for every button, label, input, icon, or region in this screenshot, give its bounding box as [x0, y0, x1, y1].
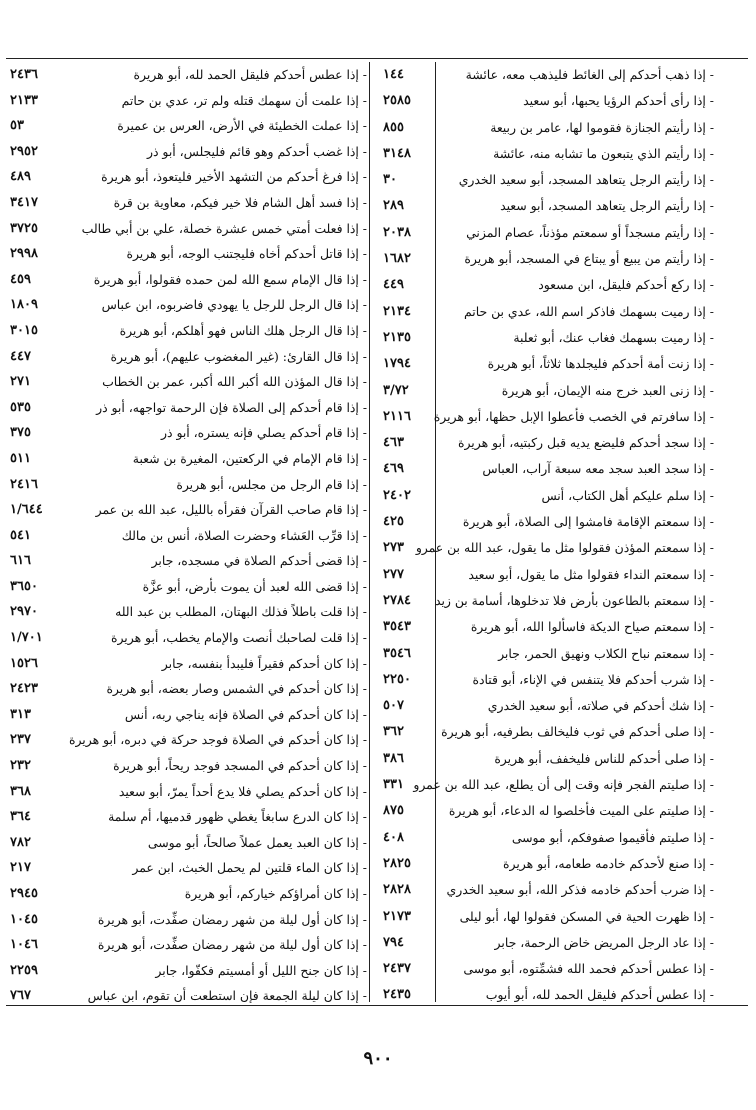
entry-number: ٢٣٢: [10, 758, 31, 774]
entry-number: ٥٣: [10, 118, 24, 134]
index-entry: [10, 420, 367, 446]
entry-text: - إذا قام صاحب القرآن فقرأه بالليل، عبد الله بن عمر: [95, 502, 367, 518]
entry-text: - إذا سمعتم نباح الكلاب ونهيق الحمر، جابر: [498, 645, 714, 661]
entry-number: ٤٢٥: [383, 514, 404, 530]
entry-number: ٢٧٣: [383, 540, 404, 556]
entry-number: ٢٧٨٤: [383, 592, 411, 608]
entry-text: - إذا كان أحدكم في الشمس وصار بعضه، أبو هريرة: [106, 681, 367, 697]
index-entry: [383, 746, 714, 772]
entry-text: - إذا قام أحدكم إلى الصلاة فإن الرحمة تواجهه، أبو ذر: [96, 399, 367, 415]
entry-number: ٣/٧٢: [383, 382, 409, 398]
entry-text: - إذا زنت أمة أحدكم فليجلدها ثلاثاً، أبو هريرة: [487, 356, 714, 372]
index-entry: [10, 932, 367, 958]
entry-text: - إذا سجد أحدكم فليضع يديه قبل ركبتيه، أبو هريرة: [457, 435, 714, 451]
entry-number: ٢٤٠٢: [383, 487, 411, 503]
index-entry: [10, 523, 367, 549]
entry-number: ٢٨٢٨: [383, 882, 411, 898]
index-entry: [10, 548, 367, 574]
entry-text: - إذا رأى أحدكم الرؤيا يحبها، أبو سعيد: [523, 93, 714, 109]
entry-text: - إذا عطس أحدكم فليقل الحمد لله، أبو هريرة: [133, 67, 367, 82]
index-entry: [383, 877, 714, 903]
index-entry: [383, 851, 714, 877]
index-entry: [10, 779, 367, 805]
index-entry: [10, 599, 367, 625]
entry-text: - إذا سجد العبد سجد معه سبعة آراب، العباس: [482, 461, 714, 477]
entry-number: ٢٤٣٦: [10, 67, 38, 82]
entry-text: - إذا كان العبد يعمل عملاً صالحاً، أبو موسى: [147, 834, 367, 850]
column-divider-left: [369, 62, 370, 1002]
index-entry: [10, 907, 367, 933]
entry-number: ٤٨٩: [10, 169, 31, 185]
entry-text: - إذا غضب أحدكم وهو قائم فليجلس، أبو ذر: [146, 143, 367, 159]
entry-number: ٨٧٥: [383, 803, 404, 819]
entry-text: - إذا شك أحدكم في صلاته، أبو سعيد الخدري: [487, 698, 714, 714]
entry-number: ٤٤٩: [383, 277, 404, 293]
entry-text: - إذا سمعتم النداء فقولوا مثل ما يقول، أبو سعيد: [468, 566, 714, 582]
entry-number: ٥٠٧: [383, 698, 404, 714]
entry-number: ٣٦٢: [383, 724, 404, 740]
entry-text: - إذا رميت بسهمك فاذكر اسم الله، عدي بن حاتم: [464, 303, 714, 319]
entry-number: ١٨٠٩: [10, 297, 38, 313]
index-entry: [383, 509, 714, 535]
entry-text: - إذا قال الرجل هلك الناس فهو أهلكم، أبو هريرة: [119, 322, 367, 338]
index-entry: [383, 930, 714, 956]
entry-number: ١٠٤٥: [10, 911, 38, 927]
entry-number: ٨٥٥: [383, 119, 404, 135]
entry-number: ٣٠١٥: [10, 322, 38, 338]
entry-number: ٤٤٧: [10, 348, 31, 364]
index-entry: [10, 727, 367, 753]
entry-text: - إذا شرب أحدكم فلا يتنفس في الإناء، أبو قتادة: [472, 671, 714, 687]
entry-number: ٣٣١: [383, 777, 404, 793]
entry-number: ٢١٣٥: [383, 329, 411, 345]
entry-text: - إذا رأيتم الجنازة فقوموا لها، عامر بن ربيعة: [490, 119, 714, 135]
entry-number: ٤٦٣: [383, 435, 404, 451]
entry-text: - إذا صليتم فأقيموا صفوفكم، أبو موسى: [511, 829, 714, 845]
entry-text: - إذا قاتل أحدكم أخاه فليجتنب الوجه، أبو هريرة: [126, 246, 367, 262]
entry-number: ٢٤٢٣: [10, 681, 38, 697]
entry-text: - إذا سمعتم بالطاعون بأرض فلا تدخلوها، أسامة بن زيد: [434, 592, 714, 608]
entry-text: - إذا كان أمراؤكم خياركم، أبو هريرة: [184, 886, 367, 901]
index-entry: [10, 958, 367, 984]
entry-text: - إذا رأيتم مسجداً أو سمعتم مؤذناً، عصام المزني: [466, 224, 714, 240]
index-entry: [10, 369, 367, 395]
index-entry: [10, 497, 367, 523]
index-entry: [383, 956, 714, 982]
right-index-column: [383, 62, 714, 1009]
index-entry: [383, 193, 714, 219]
index-entry: [10, 574, 367, 600]
index-entry: [10, 88, 367, 114]
entry-number: ٢٩٩٨: [10, 246, 38, 262]
entry-text: - إذا ركع أحدكم فليقل، ابن مسعود: [538, 277, 714, 293]
entry-number: ٢٢٥٩: [10, 962, 38, 978]
entry-text: - إذا عطس أحدكم فليقل الحمد لله، أبو أيوب: [485, 987, 714, 1003]
index-entry: [10, 318, 367, 344]
entry-number: ٢١٧: [10, 860, 31, 876]
entry-number: ١/٧٠١: [10, 630, 43, 646]
index-entry: [383, 430, 714, 456]
entry-text: - إذا كان أحدكم في المسجد فوجد ريحاً، أبو هريرة: [113, 758, 367, 774]
index-entry: [383, 404, 714, 430]
index-entry: [383, 483, 714, 509]
index-entry: [383, 562, 714, 588]
entry-number: ٢٩٤٥: [10, 886, 38, 901]
index-entry: [10, 472, 367, 498]
index-entry: [10, 702, 367, 728]
entry-text: - إذا صليتم على الميت فأخلصوا له الدعاء، أبو هريرة: [448, 803, 714, 819]
entry-number: ٣٨٦: [383, 750, 404, 766]
index-entry: [10, 830, 367, 856]
entry-number: ١٠٤٦: [10, 937, 38, 953]
entry-number: ٤٦٩: [383, 461, 404, 477]
entry-number: ٤٥٩: [10, 271, 31, 287]
entry-text: - إذا كان أول ليلة من شهر رمضان صفِّدت، أبو هريرة: [97, 911, 367, 927]
page-number: ٩٠٠: [363, 1048, 393, 1069]
left-index-column: [10, 62, 367, 1009]
bottom-rule: [6, 1005, 748, 1006]
index-entry: [383, 351, 714, 377]
entry-text: - إذا كان الماء قلتين لم يحمل الخبث، ابن عمر: [132, 860, 367, 876]
entry-text: - إذا فرغ أحدكم من التشهد الأخير فليتعوذ، أبو هريرة: [101, 169, 367, 185]
index-entry: [383, 798, 714, 824]
entry-number: ٢٠٣٨: [383, 224, 411, 240]
entry-number: ٦١٦: [10, 553, 31, 569]
index-entry: [383, 772, 714, 798]
entry-text: - إذا فسد أهل الشام فلا خير فيكم، معاوية بن قرة: [113, 194, 367, 210]
entry-text: - إذا قضى أحدكم الصلاة في مسجده، جابر: [151, 553, 367, 569]
entry-number: ٣٦٥٠: [10, 578, 38, 594]
entry-text: - إذا فعلت أمتي خمس عشرة خصلة، علي بن أبي طالب: [81, 220, 367, 236]
entry-text: - إذا سمعتم صياح الديكة فاسألوا الله، أبو هريرة: [470, 619, 714, 635]
entry-text: - إذا رأيتم الذي يتبعون ما تشابه منه، عائشة: [493, 145, 714, 161]
column-divider-right: [435, 62, 436, 1002]
entry-number: ٢٤١٦: [10, 476, 38, 492]
index-entry: [383, 588, 714, 614]
index-entry: [383, 299, 714, 325]
entry-text: - إذا ضرب أحدكم خادمه فذكر الله، أبو سعيد الخدري: [446, 882, 714, 898]
entry-number: ٣٥٤٣: [383, 619, 411, 635]
entry-number: ٣٧٥: [10, 425, 31, 441]
index-entry: [383, 456, 714, 482]
entry-text: - إذا سمعتم المؤذن فقولوا مثل ما يقول، عبد الله بن عمرو: [415, 540, 714, 556]
index-entry: [10, 267, 367, 293]
entry-number: ٣٦٤: [10, 809, 31, 825]
index-entry: [383, 272, 714, 298]
entry-number: ٢٩٧٠: [10, 604, 38, 620]
entry-text: - إذا قام الرجل من مجلس، أبو هريرة: [176, 476, 367, 492]
index-entry: [10, 676, 367, 702]
index-entry: [383, 378, 714, 404]
entry-number: ٥٤١: [10, 527, 31, 543]
index-entry: [383, 904, 714, 930]
index-entry: [383, 220, 714, 246]
entry-number: ١/٦٤٤: [10, 502, 43, 518]
entry-text: - إذا كان أحدكم في الصلاة فإنه يناجي ربه، أنس: [124, 706, 367, 722]
entry-number: ٢٩٥٢: [10, 143, 38, 159]
entry-text: - إذا رميت بسهمك فغاب عنك، أبو ثعلبة: [513, 329, 714, 345]
entry-number: ١٥٢٦: [10, 655, 38, 671]
entry-number: ٢١٣٤: [383, 303, 411, 319]
entry-text: - إذا صنع لأحدكم خادمه طعامه، أبو هريرة: [503, 855, 714, 871]
index-entry: [10, 164, 367, 190]
entry-text: - إذا قال الرجل للرجل يا يهودي فاضربوه، ابن عباس: [101, 297, 367, 313]
entry-text: - إذا صلى أحدكم للناس فليخفف، أبو هريرة: [494, 750, 714, 766]
entry-number: ٣٠: [383, 172, 397, 188]
index-entry: [10, 804, 367, 830]
entry-text: - إذا عاد الرجل المريض خاض الرحمة، جابر: [494, 934, 714, 950]
entry-number: ٢١١٦: [383, 408, 411, 424]
index-entry: [383, 115, 714, 141]
entry-number: ٢١٣٣: [10, 92, 38, 108]
entry-text: - إذا ظهرت الحية في المسكن فقولوا لها، أبو ليلى: [459, 908, 714, 924]
entry-text: - إذا رأيتم الرجل يتعاهد المسجد، أبو سعيد: [500, 198, 714, 214]
index-entry: [10, 651, 367, 677]
index-entry: [383, 141, 714, 167]
entry-text: - إذا سلم عليكم أهل الكتاب، أنس: [541, 487, 714, 503]
index-entry: [10, 855, 367, 881]
entry-number: ٢٧١: [10, 374, 31, 390]
index-entry: [383, 693, 714, 719]
entry-number: ٢٤٣٧: [383, 961, 411, 977]
entry-text: - إذا سمعتم الإقامة فامشوا إلى الصلاة، أبو هريرة: [462, 514, 714, 530]
entry-text: - إذا صليتم الفجر فإنه وقت إلى أن يطلع، عبد الله بن عمرو: [413, 777, 714, 793]
entry-number: ٣٤١٧: [10, 194, 38, 210]
entry-number: ٢٢٥٠: [383, 671, 411, 687]
entry-text: - إذا قلت باطلاً فذلك البهتان، المطلب بن عبد الله: [115, 604, 367, 620]
entry-number: ٢١٧٣: [383, 908, 411, 924]
index-entry: [383, 825, 714, 851]
entry-number: ٣١٤٨: [383, 145, 411, 161]
index-entry: [10, 292, 367, 318]
entry-number: ٧٩٤: [383, 934, 404, 950]
entry-number: ٥١١: [10, 450, 31, 466]
entry-text: - إذا كان أحدكم فقيراً فليبدأ بنفسه، جابر: [161, 655, 367, 671]
top-rule: [6, 58, 748, 59]
index-entry: [383, 246, 714, 272]
entry-number: ٢٥٨٥: [383, 93, 411, 109]
entry-text: - إذا كان ليلة الجمعة فإن استطعت أن تقوم، ابن عباس: [87, 988, 367, 1004]
entry-number: ٧٦٧: [10, 988, 31, 1004]
entry-number: ٣٧٢٥: [10, 220, 38, 236]
entry-number: ٥٣٥: [10, 399, 31, 415]
index-entry: [10, 446, 367, 472]
index-entry: [383, 614, 714, 640]
index-entry: [383, 667, 714, 693]
entry-text: - إذا سافرتم في الخصب فأعطوا الإبل حظها، أبو هريرة: [433, 408, 714, 424]
index-entry: [10, 241, 367, 267]
entry-number: ٣٦٨: [10, 783, 31, 799]
index-entry: [383, 641, 714, 667]
entry-text: - إذا صلى أحدكم في ثوب فليخالف بطرفيه، أبو هريرة: [441, 724, 714, 740]
index-entry: [383, 719, 714, 745]
entry-text: - إذا قال القارئ: (غير المغضوب عليهم)، أبو هريرة: [110, 348, 367, 364]
entry-text: - إذا كان أحدكم يصلي فلا يدع أحداً يمرّ، أبو سعيد: [118, 783, 367, 799]
entry-text: - إذا قلت لصاحبك أنصت والإمام يخطب، أبو هريرة: [110, 630, 367, 646]
entry-number: ٤٠٨: [383, 829, 404, 845]
index-entry: [10, 216, 367, 242]
index-entry: [383, 62, 714, 88]
entry-number: ٢٧٧: [383, 566, 404, 582]
entry-text: - إذا عملت الخطيئة في الأرض، العرس بن عميرة: [117, 118, 367, 134]
entry-number: ٢٨٩: [383, 198, 404, 214]
index-entry: [10, 881, 367, 907]
entry-number: ٢٨٢٥: [383, 855, 411, 871]
index-entry: [10, 344, 367, 370]
entry-number: ١٦٨٢: [383, 251, 411, 267]
entry-text: - إذا قام أحدكم يصلي فإنه يستره، أبو ذر: [161, 425, 367, 441]
index-entry: [10, 62, 367, 88]
entry-number: ٢٤٣٥: [383, 987, 411, 1003]
entry-text: - إذا كان جنح الليل أو أمسيتم فكفّوا، جابر: [155, 962, 367, 978]
entry-text: - إذا علمت أن سهمك قتله ولم تر، عدي بن حاتم: [121, 92, 367, 108]
index-entry: [10, 113, 367, 139]
entry-text: - إذا عطس أحدكم فحمد الله فشمِّتوه، أبو موسى: [463, 961, 714, 977]
entry-text: - إذا رأيتم الرجل يتعاهد المسجد، أبو سعيد الخدري: [458, 172, 714, 188]
entry-number: ١٧٩٤: [383, 356, 411, 372]
index-entry: [383, 167, 714, 193]
index-entry: [10, 753, 367, 779]
entry-number: ٧٨٢: [10, 834, 31, 850]
index-entry: [10, 139, 367, 165]
entry-number: ٢٣٧: [10, 732, 31, 748]
entry-text: - إذا قال المؤذن الله أكبر الله أكبر، عمر بن الخطاب: [102, 374, 367, 390]
index-entry: [10, 395, 367, 421]
index-entry: [383, 325, 714, 351]
index-entry: [383, 88, 714, 114]
entry-text: - إذا كان أحدكم في الصلاة فوجد حركة في دبره، أبو هريرة: [68, 732, 367, 748]
entry-text: - إذا قضى الله لعبد أن يموت بأرض، أبو عزَّة: [142, 578, 367, 594]
index-entry: [383, 535, 714, 561]
entry-text: - إذا ذهب أحدكم إلى الغائط فليذهب معه، عائشة: [465, 67, 714, 82]
index-entry: [10, 190, 367, 216]
entry-text: - إذا قرِّب العَشاء وحضرت الصلاة، أنس بن مالك: [121, 527, 367, 543]
entry-number: ١٤٤: [383, 67, 404, 82]
index-entry: [10, 625, 367, 651]
entry-text: - إذا كان أول ليلة من شهر رمضان صفِّدت، أبو هريرة: [97, 937, 367, 953]
entry-text: - إذا قال الإمام سمع الله لمن حمده فقولوا، أبو هريرة: [93, 271, 367, 287]
entry-text: - إذا كان الدرع سابغاً يغطي ظهور قدميها، أم سلمة: [108, 809, 367, 825]
entry-text: - إذا رأيتم من يبيع أو يبتاع في المسجد، أبو هريرة: [464, 251, 714, 267]
entry-text: - إذا زنى العبد خرج منه الإيمان، أبو هريرة: [501, 382, 714, 398]
entry-text: - إذا قام الإمام في الركعتين، المغيرة بن شعبة: [132, 450, 367, 466]
entry-number: ٣٥٤٦: [383, 645, 411, 661]
entry-number: ٣١٣: [10, 706, 31, 722]
